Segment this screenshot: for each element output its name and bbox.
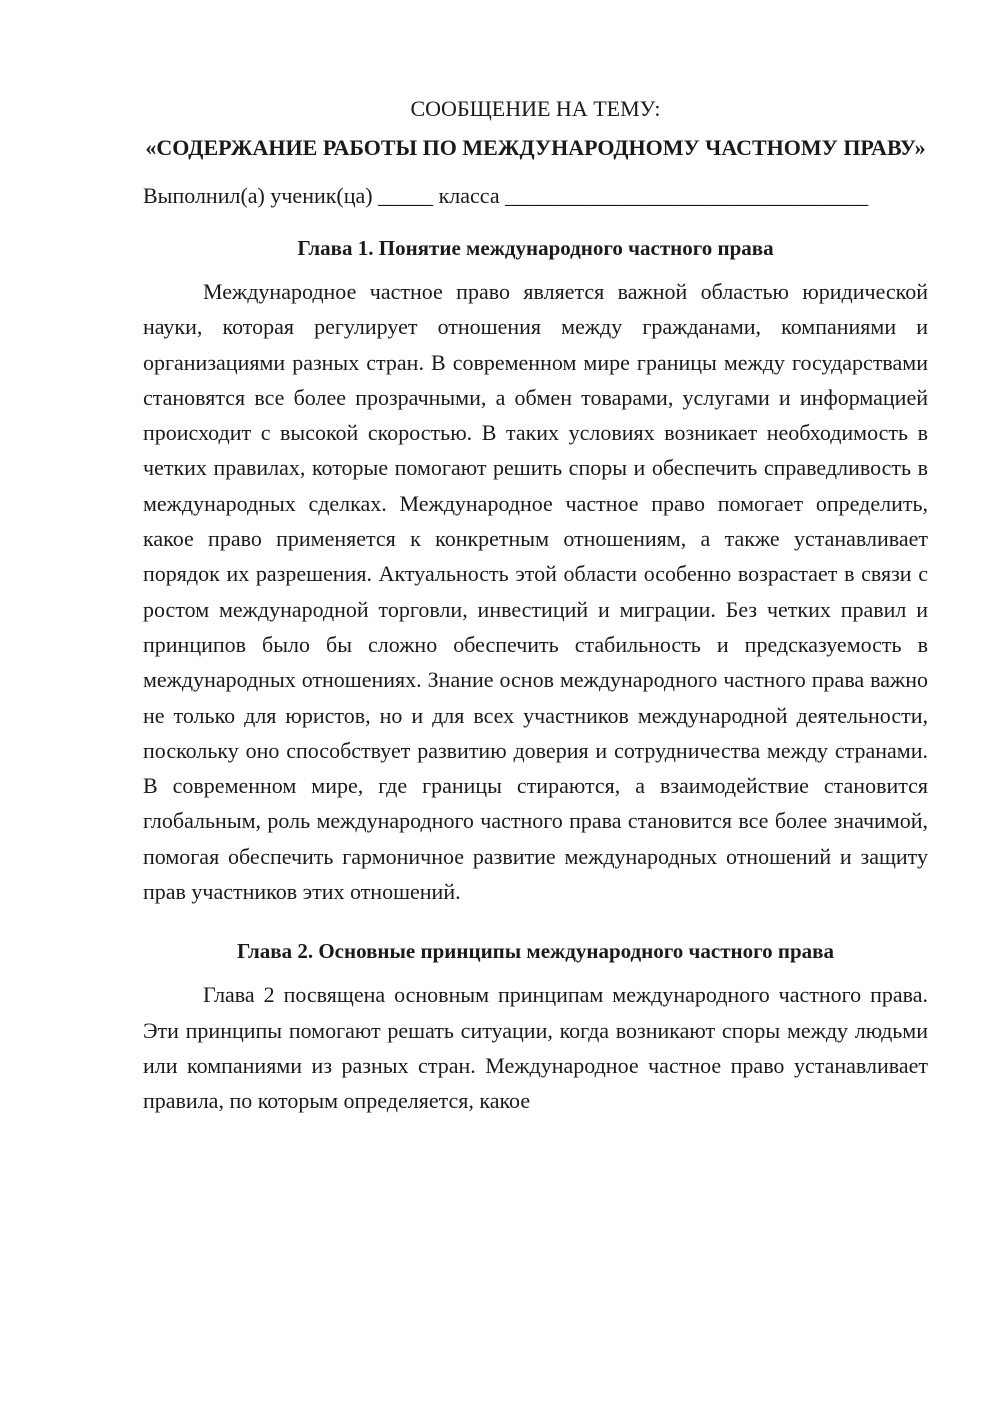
signature-line: Выполнил(а) ученик(ца) _____ класса _________________________________ [143, 183, 869, 208]
document-header: СООБЩЕНИЕ НА ТЕМУ: [410, 96, 661, 121]
document-page [143, 92, 928, 1119]
chapter-1-heading: Глава 1. Понятие международного частного права [297, 236, 774, 260]
chapter-2-paragraph: Глава 2 посвящена основным принципам международного частного права. Эти принципы помогают решать ситуации, когда возникают споры между людьми или компаниями из разных стран. Международное частное право устанавливает правила, по которым определяется, какое [143, 982, 928, 1114]
chapter-2-heading: Глава 2. Основные принципы международного частного права [236, 939, 835, 964]
document-title: «СОДЕРЖАНИЕ РАБОТЫ ПО МЕЖДУНАРОДНОМУ ЧАСТНОМУ ПРАВУ» [145, 135, 926, 160]
chapter-1-paragraph: Международное частное право является важной областью юридической науки, которая регулирует отношения между гражданами, компаниями и организациями разных стран. В современном мире границы между государствами становятся все более прозрачными, а обмен товарами, услугами и информацией происходит с высокой скоростью. В таких условиях возникает необходимость в четких правилах, которые помогают решить споры и обеспечить справедливость в международных сделках. Международное частное право помогает определить, какое право применяется к конкретным отношениям, а также устанавливает порядок их разрешения. Актуальность этой области особенно возрастает в связи с ростом международной торговли, инвестиций и миграции. Без четких правил и принципов было бы сложно обеспечить стабильность и предсказуемость в международных отношениях. Знание основ международного частного права важно не только для юристов, но и для всех участников международной деятельности, поскольку оно способствует развитию доверия и сотрудничества между странами. В современном мире, где границы стираются, а взаимодействие становится глобальным, роль международного частного права становится все более значимой, помогая обеспечить гармоничное развитие международных отношений и защиту прав участников этих отношений. [143, 279, 928, 905]
